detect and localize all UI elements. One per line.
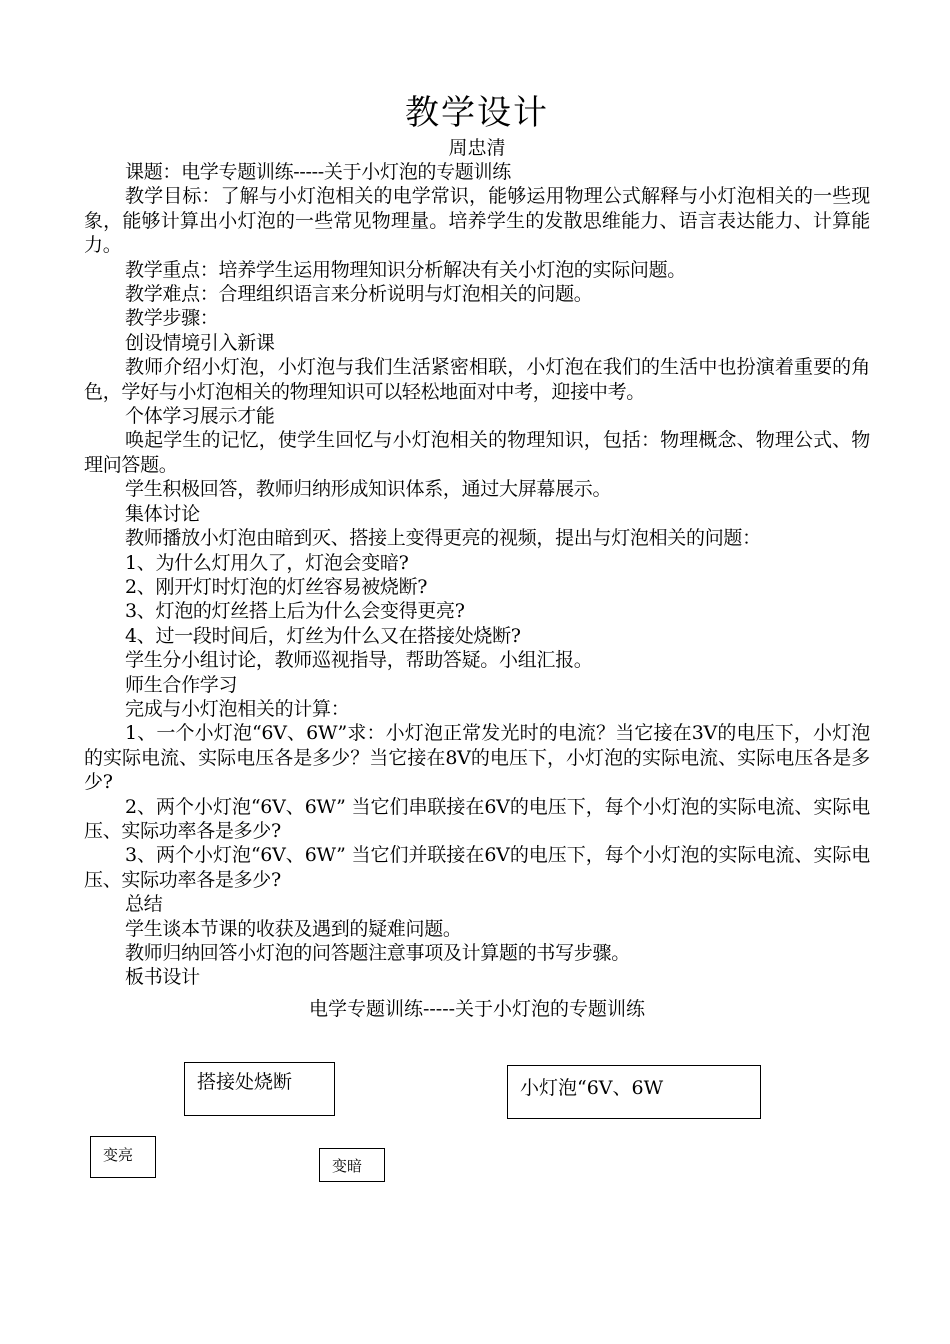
paragraph-harvest: 学生谈本节课的收获及遇到的疑难问题。 — [125, 917, 462, 940]
problem-1: 1、一个小灯泡“6V、6W”求：小灯泡正常发光时的电流？当它接在3V的电压下，小灯泡的实际电流、实际电压各是多少？当它接在8V的电压下，小灯泡的实际电流、实际电压各是多少? — [84, 722, 870, 794]
paragraph-calculation: 完成与小灯泡相关的计算： — [125, 697, 350, 720]
board-box-lamp-label: 小灯泡“6V、6W — [520, 1077, 664, 1099]
board-box-bright — [90, 1136, 156, 1178]
problem-3: 3、两个小灯泡“6V、6W” 当它们并联接在6V的电压下，每个小灯泡的实际电流、实际电压、实际功率各是多少? — [84, 844, 870, 891]
problem-2: 2、两个小灯泡“6V、6W” 当它们串联接在6V的电压下，每个小灯泡的实际电流、实际电压、实际功率各是多少? — [84, 795, 870, 842]
question-1: 1、为什么灯用久了，灯泡会变暗? — [125, 551, 409, 574]
paragraph-recall: 唤起学生的记忆，使学生回忆与小灯泡相关的物理知识，包括：物理概念、物理公式、物理问答题。 — [84, 429, 870, 476]
board-box-burn-label: 搭接处烧断 — [197, 1071, 293, 1093]
doc-title: 教学设计 — [405, 93, 549, 133]
paragraph-intro: 教师介绍小灯泡，小灯泡与我们生活紧密相联，小灯泡在我们的生活中也扮演着重要的角色，学好与小灯泡相关的物理知识可以轻松地面对中考，迎接中考。 — [84, 356, 870, 403]
paragraph-group-discussion: 学生分小组讨论，教师巡视指导，帮助答疑。小组汇报。 — [125, 649, 593, 672]
section-heading-individual: 个体学习展示才能 — [125, 405, 275, 428]
question-3: 3、灯泡的灯丝搭上后为什么会变得更亮? — [125, 600, 465, 623]
document-page — [84, 90, 870, 1022]
paragraph-topic: 课题：电学专题训练-----关于小灯泡的专题训练 — [125, 161, 511, 183]
section-heading-summary: 总结 — [125, 893, 163, 916]
question-2: 2、刚开灯时灯泡的灯丝容易被烧断? — [125, 575, 428, 598]
section-heading-cooperation: 师生合作学习 — [125, 673, 238, 696]
board-box-dim-label: 变暗 — [332, 1157, 363, 1175]
paragraph-objectives: 教学目标：了解与小灯泡相关的电学常识，能够运用物理公式解释与小灯泡相关的一些现象，能够计算出小灯泡的一些常见物理量。培养学生的发散思维能力、语言表达能力、计算能力。 — [84, 185, 870, 257]
board-box-bright-label: 变亮 — [103, 1146, 134, 1164]
doc-author: 周忠清 — [448, 137, 506, 159]
paragraph-teacher-summary: 教师归纳回答小灯泡的问答题注意事项及计算题的书写步骤。 — [125, 942, 630, 964]
paragraph-steps-heading: 教学步骤： — [125, 307, 219, 330]
paragraph-video: 教师播放小灯泡由暗到灭、搭接上变得更亮的视频，提出与灯泡相关的问题： — [125, 527, 761, 550]
section-heading-board: 板书设计 — [125, 966, 200, 989]
board-box-burn — [184, 1062, 335, 1116]
question-4: 4、过一段时间后，灯丝为什么又在搭接处烧断? — [125, 624, 521, 647]
paragraph-key-points: 教学重点：培养学生运用物理知识分析解决有关小灯泡的实际问题。 — [125, 258, 687, 281]
board-title: 电学专题训练-----关于小灯泡的专题训练 — [308, 997, 646, 1020]
section-heading-discussion: 集体讨论 — [125, 502, 200, 525]
paragraph-difficulties: 教学难点：合理组织语言来分析说明与灯泡相关的问题。 — [125, 283, 593, 306]
board-box-dim — [319, 1148, 385, 1182]
section-heading-intro: 创设情境引入新课 — [125, 331, 275, 354]
paragraph-answer: 学生积极回答，教师归纳形成知识体系，通过大屏幕展示。 — [125, 478, 612, 501]
board-box-lamp — [507, 1065, 761, 1119]
